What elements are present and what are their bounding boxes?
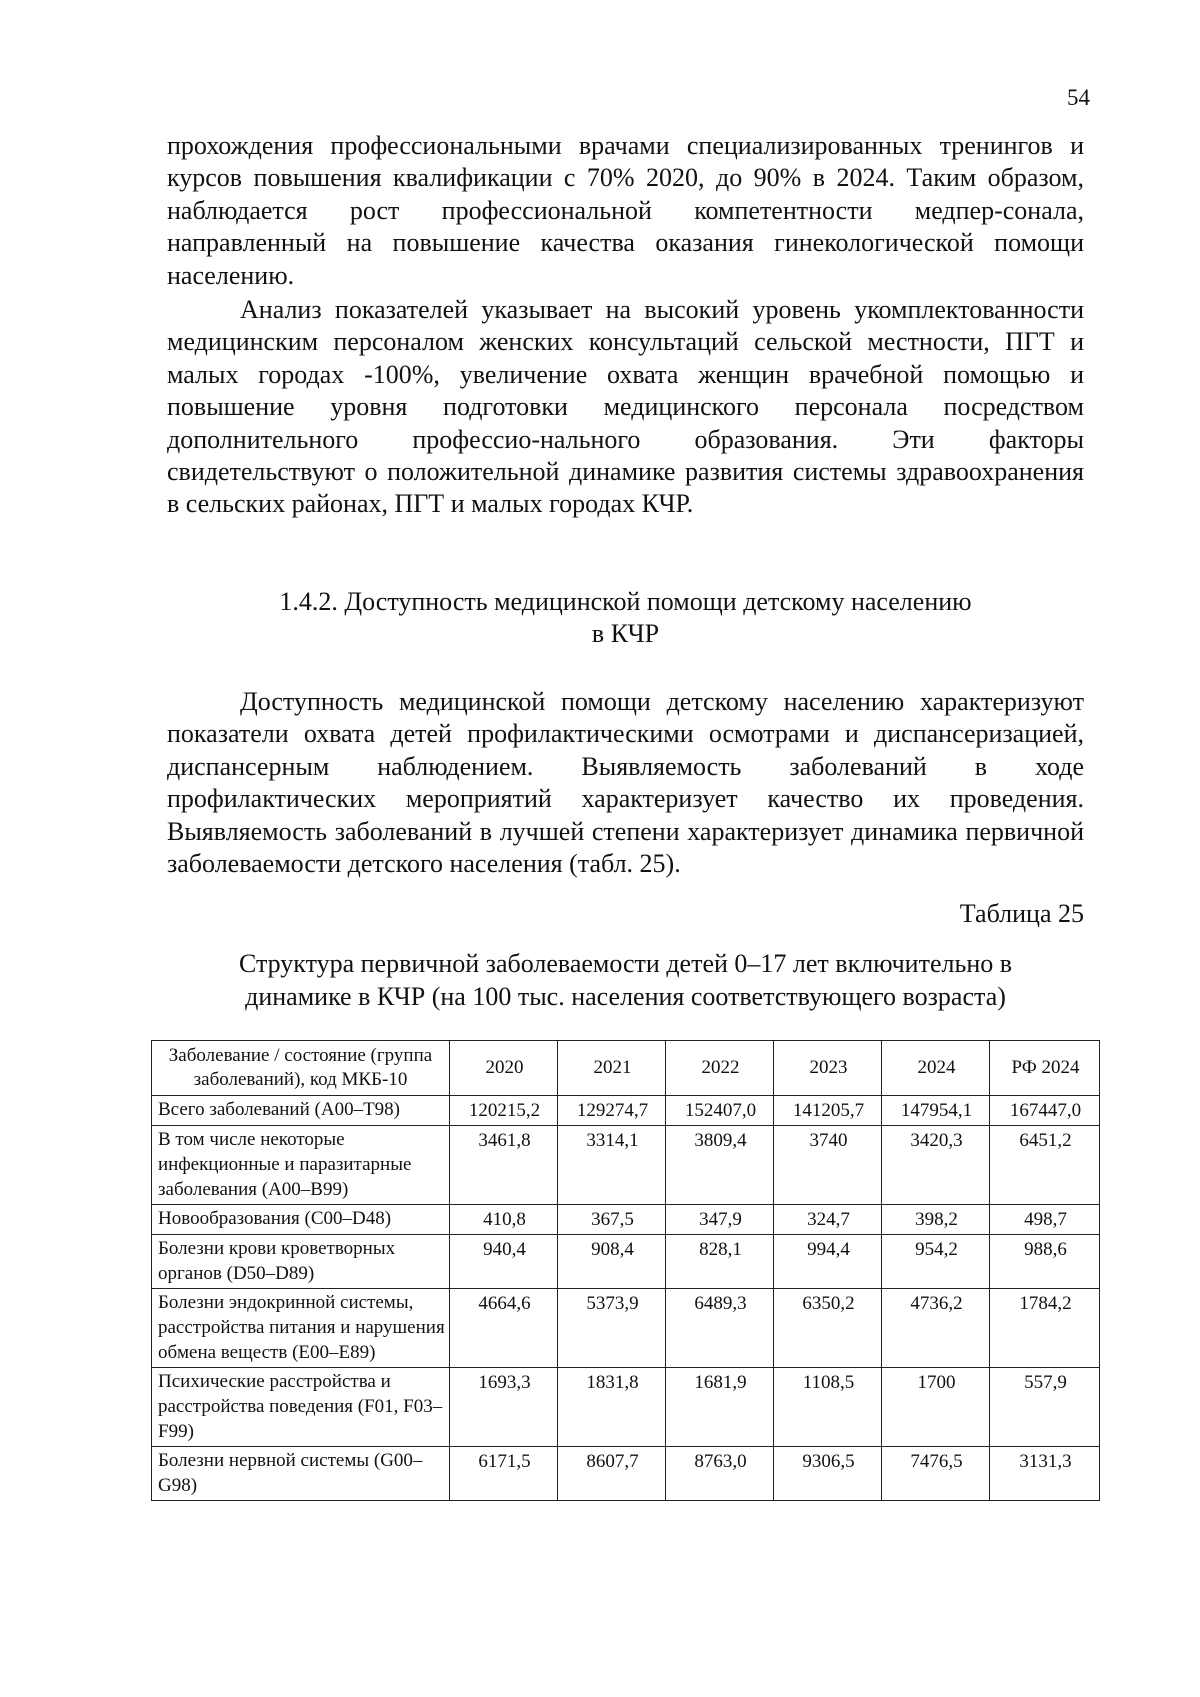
table-cell-value: 1693,3 [450, 1368, 558, 1447]
table-caption-line: Структура первичной заболеваемости детей 0–17 лет включительно в [238, 949, 1013, 978]
table-cell-value: 152407,0 [666, 1096, 774, 1126]
table-cell-value: 9306,5 [774, 1447, 882, 1501]
table-cell-value: 908,4 [558, 1235, 666, 1289]
table-caption-line: динамике в КЧР (на 100 тыс. населения соответствующего возраста) [245, 982, 1006, 1011]
table-cell-disease: Психические расстройства и расстройства поведения (F01, F03–F99) [152, 1368, 450, 1447]
table-row [152, 1447, 1100, 1501]
table-cell-disease: Болезни крови кроветворных органов (D50–D89) [152, 1235, 450, 1289]
table-cell-disease: Болезни эндокринной системы, расстройства питания и нарушения обмена веществ (Е00–Е89) [152, 1289, 450, 1368]
column-header-rf-2024: РФ 2024 [990, 1041, 1100, 1096]
table-cell-value: 1681,9 [666, 1368, 774, 1447]
table-cell-value: 347,9 [666, 1205, 774, 1235]
table-cell-value: 3809,4 [666, 1126, 774, 1205]
table-cell-value: 367,5 [558, 1205, 666, 1235]
table-cell-value: 147954,1 [882, 1096, 990, 1126]
table-cell-value: 6451,2 [990, 1126, 1100, 1205]
paragraph-text: прохождения профессиональными врачами специализированных тренингов и курсов повышения квалификации с 70% 2020, до 90% в 2024. Таким образом, наблюдается рост профессиональной компетентности медпер-сонала, направленный на повышение качества оказания гинекологической помощи населению. [167, 131, 1084, 290]
table-cell-value: 6350,2 [774, 1289, 882, 1368]
table-header-row [152, 1041, 1100, 1096]
table-cell-value: 1700 [882, 1368, 990, 1447]
paragraph-accessibility [167, 686, 1084, 880]
table-cell-value: 120215,2 [450, 1096, 558, 1126]
table-cell-value: 167447,0 [990, 1096, 1100, 1126]
table-cell-value: 8607,7 [558, 1447, 666, 1501]
table-cell-disease: Болезни нервной системы (G00–G98) [152, 1447, 450, 1501]
table-cell-value: 4664,6 [450, 1289, 558, 1368]
table-row [152, 1096, 1100, 1126]
table-cell-value: 1784,2 [990, 1289, 1100, 1368]
table-cell-value: 3420,3 [882, 1126, 990, 1205]
paragraph-text: Доступность медицинской помощи детскому населению характеризуют показатели охвата детей профилактическими осмотрами и диспансеризацией, диспансерным наблюдением. Выявляемость заболеваний в ходе профилактических мероприятий характеризует качество их проведения. Выявляемость заболеваний в лучшей степени характеризует динамика первичной заболеваемости детского населения (табл. 25). [167, 687, 1084, 879]
table-cell-value: 1831,8 [558, 1368, 666, 1447]
table-cell-value: 398,2 [882, 1205, 990, 1235]
table-label: Таблица 25 [959, 899, 1084, 928]
section-heading-line: в КЧР [591, 619, 660, 648]
table-cell-value: 3461,8 [450, 1126, 558, 1205]
table-cell-value: 3740 [774, 1126, 882, 1205]
table-row [152, 1205, 1100, 1235]
column-header-2022: 2022 [666, 1041, 774, 1096]
table-cell-value: 5373,9 [558, 1289, 666, 1368]
table-caption [167, 947, 1084, 1013]
table-cell-disease: Новообразования (С00–D48) [152, 1205, 450, 1235]
column-header-2020: 2020 [450, 1041, 558, 1096]
table-cell-value: 3314,1 [558, 1126, 666, 1205]
column-header-disease: Заболевание / состояние (группа заболеваний), код МКБ-10 [152, 1041, 450, 1096]
table-row [152, 1126, 1100, 1205]
table-row [152, 1289, 1100, 1368]
table-cell-value: 6489,3 [666, 1289, 774, 1368]
table-cell-value: 4736,2 [882, 1289, 990, 1368]
table-cell-value: 3131,3 [990, 1447, 1100, 1501]
table-cell-value: 6171,5 [450, 1447, 558, 1501]
table-cell-value: 940,4 [450, 1235, 558, 1289]
table-row [152, 1235, 1100, 1289]
column-header-2023: 2023 [774, 1041, 882, 1096]
table-cell-value: 324,7 [774, 1205, 882, 1235]
column-header-2021: 2021 [558, 1041, 666, 1096]
section-heading [167, 586, 1084, 650]
table-cell-value: 1108,5 [774, 1368, 882, 1447]
section-heading-line: 1.4.2. Доступность медицинской помощи детскому населению [279, 587, 972, 616]
table-cell-value: 410,8 [450, 1205, 558, 1235]
table-cell-value: 828,1 [666, 1235, 774, 1289]
table-cell-value: 994,4 [774, 1235, 882, 1289]
table-row [152, 1368, 1100, 1447]
table-cell-value: 141205,7 [774, 1096, 882, 1126]
table-cell-value: 988,6 [990, 1235, 1100, 1289]
paragraph-text: Анализ показателей указывает на высокий уровень укомплектованности медицинским персоналом женских консультаций сельской местности, ПГТ и малых городах -100%, увеличение охвата женщин врачебной помощью и повышение уровня подготовки медицинского персонала посредством дополнительного профессио-нального образования. Эти факторы свидетельствуют о положительной динамике развития системы здравоохранения в сельских районах, ПГТ и малых городах КЧР. [167, 295, 1084, 519]
paragraph-analysis [167, 294, 1084, 521]
column-header-2024: 2024 [882, 1041, 990, 1096]
table-cell-value: 8763,0 [666, 1447, 774, 1501]
table-cell-value: 129274,7 [558, 1096, 666, 1126]
table-cell-value: 954,2 [882, 1235, 990, 1289]
table-cell-disease: Всего заболеваний (А00–Т98) [152, 1096, 450, 1126]
table-cell-disease: В том числе некоторые инфекционные и паразитарные заболевания (А00–В99) [152, 1126, 450, 1205]
morbidity-table [151, 1040, 1100, 1501]
table-cell-value: 498,7 [990, 1205, 1100, 1235]
table-cell-value: 7476,5 [882, 1447, 990, 1501]
table-cell-value: 557,9 [990, 1368, 1100, 1447]
page-number: 54 [1067, 85, 1090, 110]
paragraph-continuation [167, 130, 1084, 292]
